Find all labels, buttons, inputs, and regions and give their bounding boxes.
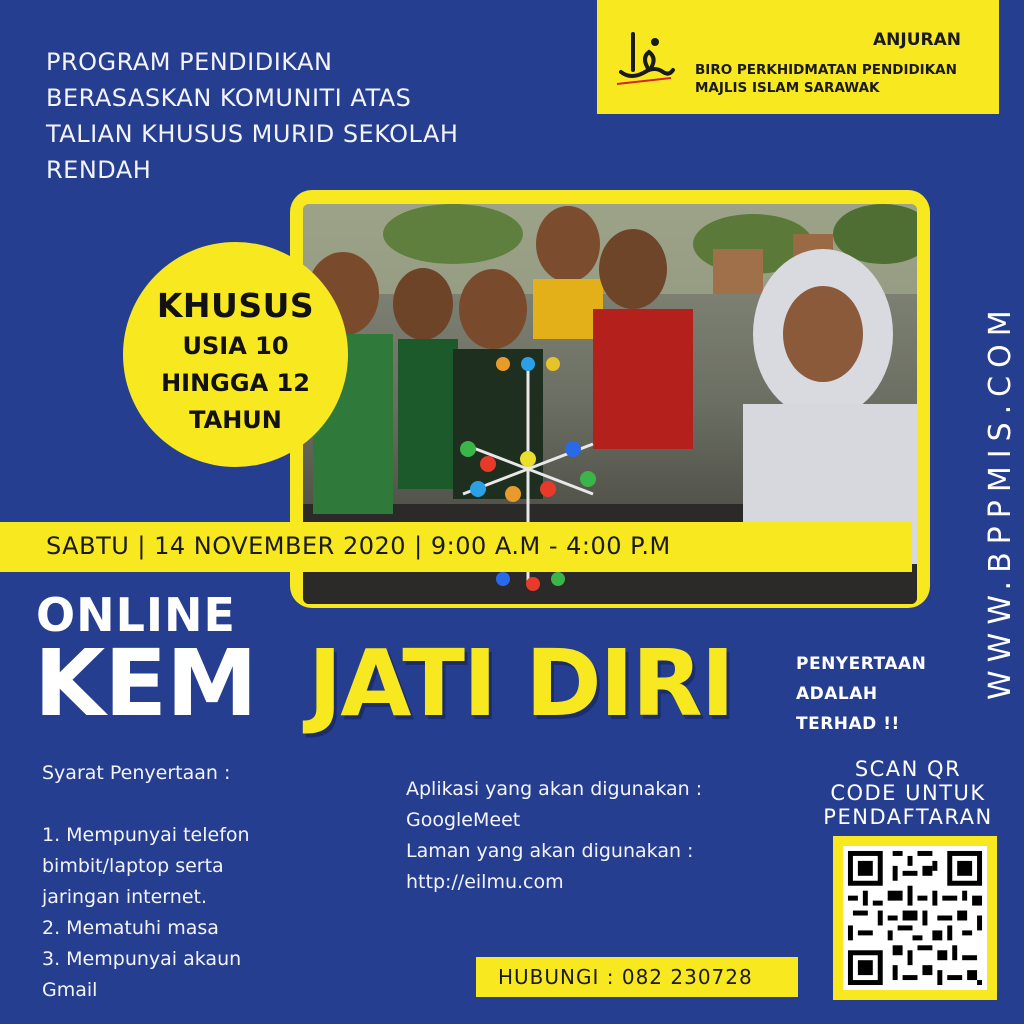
requirements-spacer — [42, 789, 322, 820]
contact-bar — [476, 957, 798, 997]
website-url — [948, 200, 1024, 700]
requirements-line: Gmail — [42, 979, 98, 1001]
age-badge-title: KHUSUS — [156, 286, 315, 325]
apps-line: GoogleMeet — [406, 809, 521, 831]
age-badge-line: USIA 10 — [182, 332, 289, 360]
program-title-line: BERASASKAN KOMUNITI ATAS — [46, 84, 412, 112]
event-date-time: SABTU | 14 NOVEMBER 2020 | 9:00 A.M - 4:00 P.M — [46, 532, 671, 560]
age-badge — [123, 242, 348, 467]
requirements-heading: Syarat Penyertaan : — [42, 762, 231, 784]
requirements — [42, 758, 322, 1006]
scan-qr-line: SCAN QR — [854, 757, 962, 781]
age-badge-line: HINGGA 12 — [161, 369, 310, 397]
date-bar — [0, 522, 912, 572]
online-label: ONLINE — [36, 588, 236, 642]
organizer-name-line2: MAJLIS ISLAM SARAWAK — [695, 80, 880, 96]
program-title-line: TALIAN KHUSUS MURID SEKOLAH — [46, 120, 459, 148]
website-url-text: WWW.BPPMIS.COM — [983, 302, 1018, 700]
program-title-line: RENDAH — [46, 156, 152, 184]
website-link[interactable]: http://eilmu.com — [406, 871, 564, 893]
contact-phone[interactable]: HUBUNGI : 082 230728 — [498, 965, 753, 989]
event-title-kem: KEM — [34, 630, 257, 737]
arabic-calligraphy-logo-icon — [611, 22, 679, 92]
program-title — [46, 44, 566, 188]
requirements-line: 3. Mempunyai akaun — [42, 948, 242, 970]
program-title-line: PROGRAM PENDIDIKAN — [46, 48, 333, 76]
requirements-line: jaringan internet. — [42, 886, 207, 908]
requirements-line: bimbit/laptop serta — [42, 855, 224, 877]
scan-qr-label — [808, 757, 1008, 829]
event-title-jati-diri: JATI DIRI — [308, 630, 733, 737]
organizer-heading: ANJURAN — [873, 30, 961, 50]
requirements-line: 2. Mematuhi masa — [42, 917, 219, 939]
organizer-name-line1: BIRO PERKHIDMATAN PENDIDIKAN — [695, 62, 957, 78]
limited-notice-line: PENYERTAAN — [796, 654, 927, 674]
age-badge-line: TAHUN — [189, 406, 282, 434]
limited-notice-line: TERHAD !! — [796, 714, 900, 734]
limited-notice — [796, 649, 926, 739]
scan-qr-line: CODE UNTUK — [830, 781, 986, 805]
limited-notice-line: ADALAH — [796, 684, 878, 704]
scan-qr-line: PENDAFTARAN — [823, 805, 993, 829]
qr-code-icon — [843, 846, 987, 990]
qr-code[interactable] — [843, 846, 987, 990]
requirements-line: 1. Mempunyai telefon — [42, 824, 250, 846]
apps-line: Laman yang akan digunakan : — [406, 840, 694, 862]
apps-line: Aplikasi yang akan digunakan : — [406, 778, 703, 800]
organizer-banner — [597, 0, 999, 114]
apps-info — [406, 774, 786, 898]
